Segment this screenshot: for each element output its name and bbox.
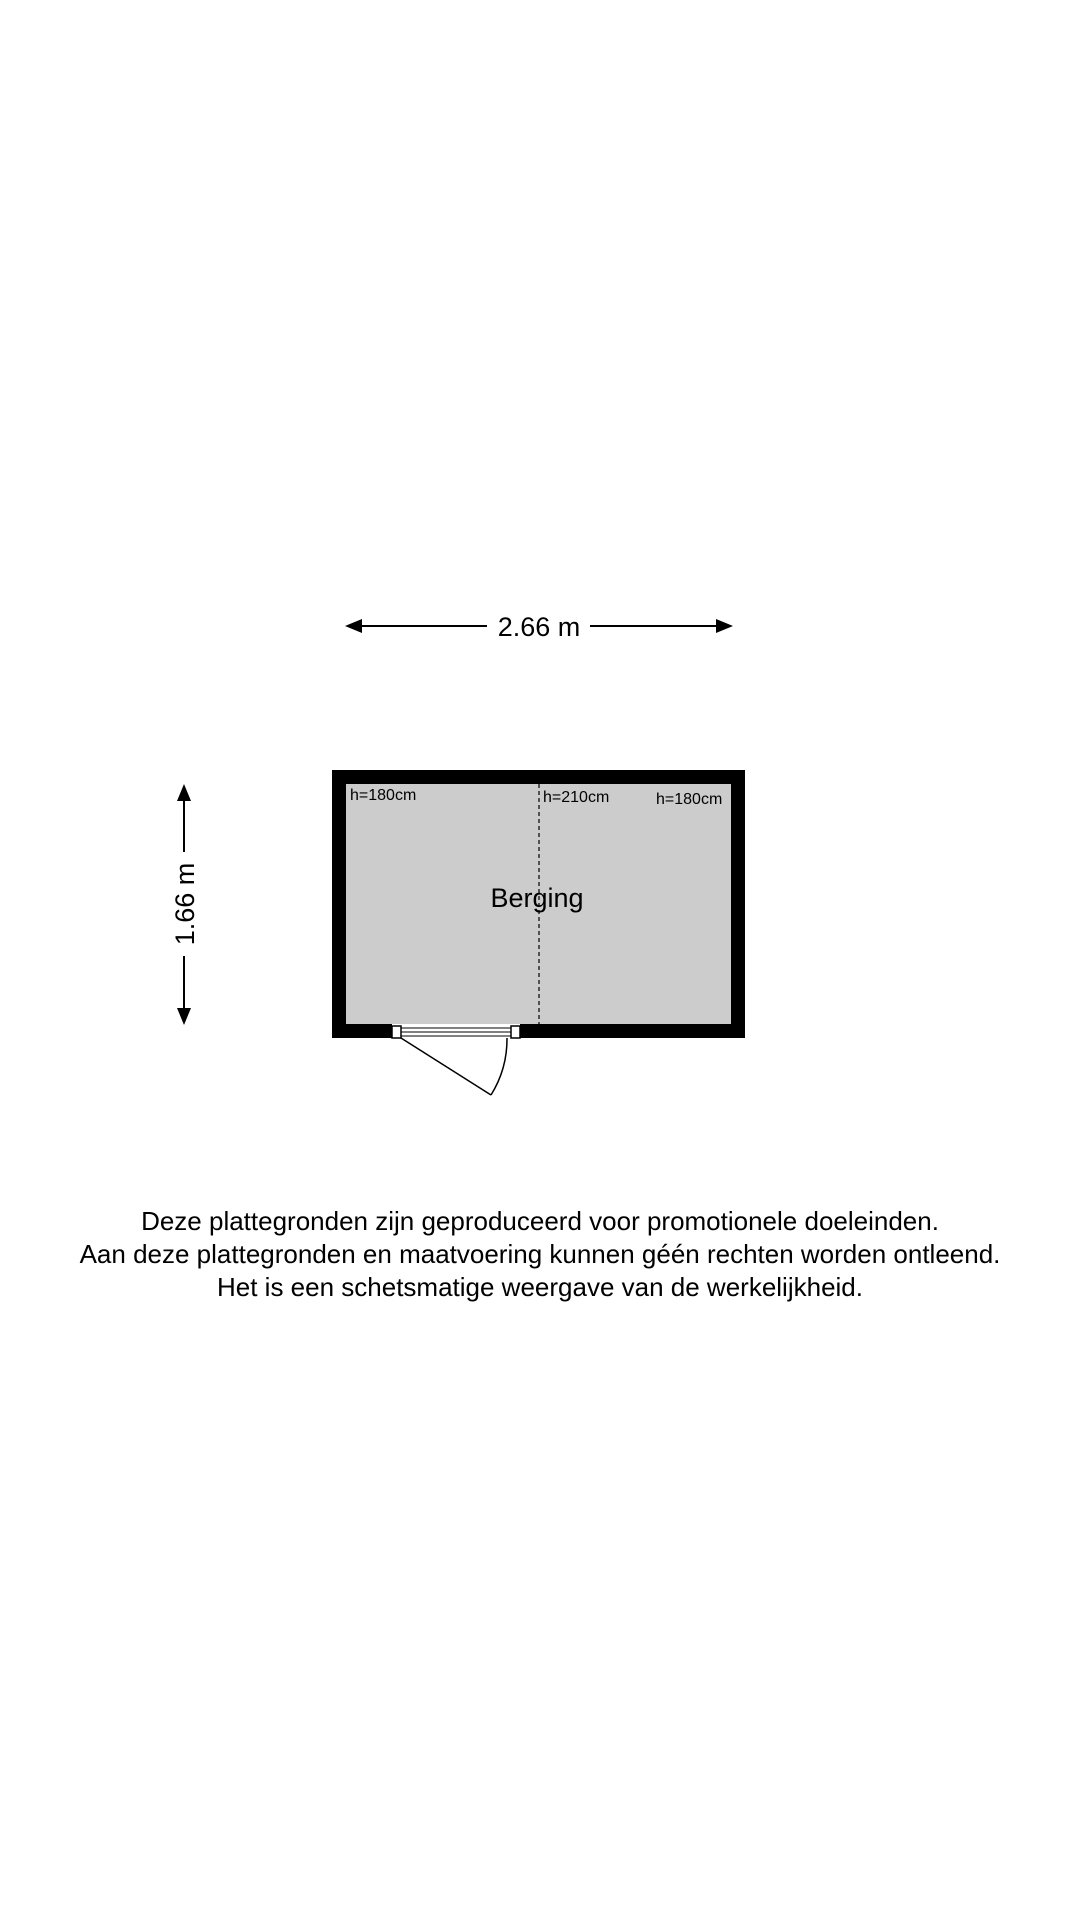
door-swing-arc — [491, 1038, 507, 1095]
arrowhead-down-icon — [177, 1008, 191, 1025]
disclaimer-line-2: Aan deze plattegronden en maatvoering kunnen géén rechten worden ontleend. — [79, 1239, 1001, 1269]
arrowhead-right-icon — [716, 619, 733, 633]
disclaimer-line-1: Deze plattegronden zijn geproduceerd voor promotionele doeleinden. — [141, 1206, 939, 1236]
disclaimer-line-3: Het is een schetsmatige weergave van de werkelijkheid. — [216, 1272, 863, 1302]
disclaimer — [0, 1205, 1080, 1304]
ceiling-height-label-left: h=180cm — [350, 787, 417, 804]
width-dimension-label: 2.66 m — [497, 612, 581, 642]
height-dimension — [170, 784, 200, 1025]
room-berging — [332, 770, 745, 1095]
ceiling-height-label-right: h=180cm — [656, 791, 723, 808]
door-jamb-left — [392, 1026, 401, 1038]
ceiling-height-label-middle: h=210cm — [543, 789, 610, 806]
arrowhead-left-icon — [345, 619, 362, 633]
width-dimension — [345, 612, 733, 642]
room-name: Berging — [490, 883, 584, 913]
height-dimension-label: 1.66 m — [170, 862, 200, 946]
door-jamb-right — [511, 1026, 520, 1038]
door-leaf — [401, 1038, 491, 1095]
arrowhead-up-icon — [177, 784, 191, 801]
